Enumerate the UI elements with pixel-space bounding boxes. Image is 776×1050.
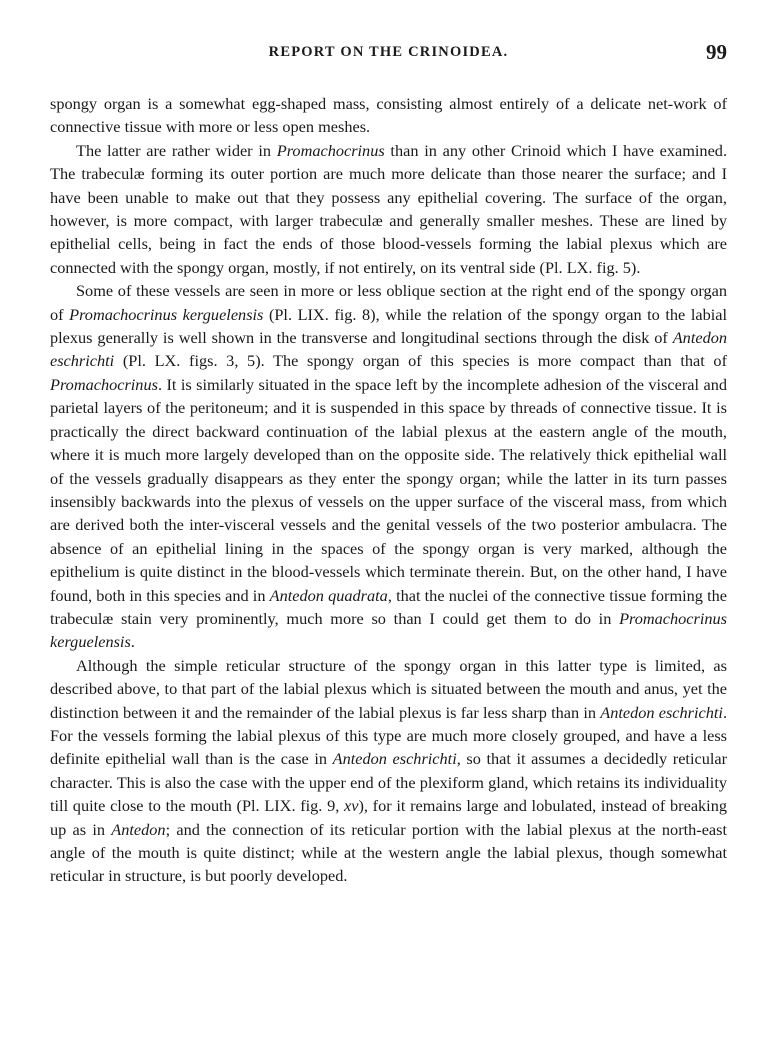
italic-text: Promachocrinus — [276, 140, 385, 160]
italic-text: Promachocrinus kerguelensis — [50, 608, 727, 652]
paragraph — [50, 654, 727, 888]
text-run: . It is similarly situated in the space left by the incomplete adhesion of the visceral and parietal layers of the peritoneum; and it is suspended in this space by threads of connective tissue. It is practically the direct backward continuation of the labial plexus at the eastern angle of the mouth, where it is much more largely developed than on the opposite side. The relatively thick epithelial wall of the vessels gradually disappears as they enter the spongy organ; while the latter in its turn passes insensibly backwards into the plexus of vessels on the upper surface of the visceral mass, from which are derived both the inter-visceral vessels and the genital vessels of the two posterior ambulacra. The absence of an epithelial lining in the spaces of the spongy organ is very marked, although the epithelium is quite distinct in the blood-vessels which terminate therein. But, on the other hand, I have found, both in this species and in — [50, 374, 727, 605]
italic-text: xv — [344, 796, 359, 816]
italic-text: Promachocrinus — [50, 374, 158, 394]
text-run: spongy organ is a somewhat egg-shaped mass, consisting almost entirely of a delicate net-work of connective tissue with more or less open meshes. — [50, 94, 727, 137]
text-run: Some of these vessels are seen in more or less oblique section at the right end of the spongy organ of — [50, 281, 727, 324]
text-run: ), for it remains large and lobulated, instead of breaking up as in — [50, 796, 727, 839]
page-number: 99 — [706, 40, 727, 64]
text-run: (Pl. LX. figs. 3, 5). The spongy organ of this species is more compact than that of — [114, 351, 727, 371]
paragraph — [50, 139, 727, 279]
italic-text: Antedon eschrichti — [332, 749, 457, 769]
body-text — [50, 92, 727, 888]
text-run: (Pl. LIX. fig. 8), while the relation of the spongy organ to the labial plexus generally is well shown in the transverse and longitudinal sections through the disk of — [50, 304, 727, 348]
italic-text: Antedon quadrata — [269, 585, 388, 605]
text-run: , that the nuclei of the connective tissue forming the trabeculæ stain very prominently, much more so than I could get them to do in — [50, 585, 728, 628]
italic-text: Promachocrinus kerguelensis — [69, 304, 264, 324]
paragraph — [50, 92, 727, 139]
italic-text: Antedon eschrichti — [600, 702, 723, 722]
text-run: Although the simple reticular structure of the spongy organ in this latter type is limited, as described above, to that part of the labial plexus which is situated between the mouth and anus, yet the distinction between it and the remainder of the labial plexus is far less sharp than in — [50, 655, 727, 722]
italic-text: Antedon eschrichti — [50, 328, 727, 371]
text-run: ; and the connection of its reticular portion with the labial plexus at the north-east angle of the mouth is quite distinct; while at the western angle the labial plexus, though somewhat reticular in structure, is but poorly developed. — [50, 819, 728, 886]
text-run: . For the vessels forming the labial plexus of this type are much more closely grouped, and have a less definite epithelial wall than is the case in — [50, 702, 728, 769]
paragraph — [50, 279, 727, 654]
running-head — [50, 40, 727, 68]
page — [50, 40, 727, 888]
text-run: . — [130, 632, 135, 652]
text-run: , so that it assumes a decidedly reticular character. This is also the case with the upper end of the plexiform gland, which retains its individuality till quite close to the mouth (Pl. LIX. fig. 9, — [50, 749, 728, 816]
text-run: The latter are rather wider in — [76, 140, 277, 160]
running-title: REPORT ON THE CRINOIDEA. — [268, 44, 509, 60]
italic-text: Antedon — [111, 819, 166, 839]
text-run: than in any other Crinoid which I have examined. The trabeculæ forming its outer portion are much more delicate than those nearer the surface; and I have been unable to make out that they possess any epithelial covering. The surface of the organ, however, is more compact, with larger trabeculæ and generally smaller meshes. These are lined by epithelial cells, being in fact the ends of those blood-vessels forming the labial plexus which are connected with the spongy organ, mostly, if not entirely, on its ventral side (Pl. LX. fig. 5). — [50, 140, 728, 277]
